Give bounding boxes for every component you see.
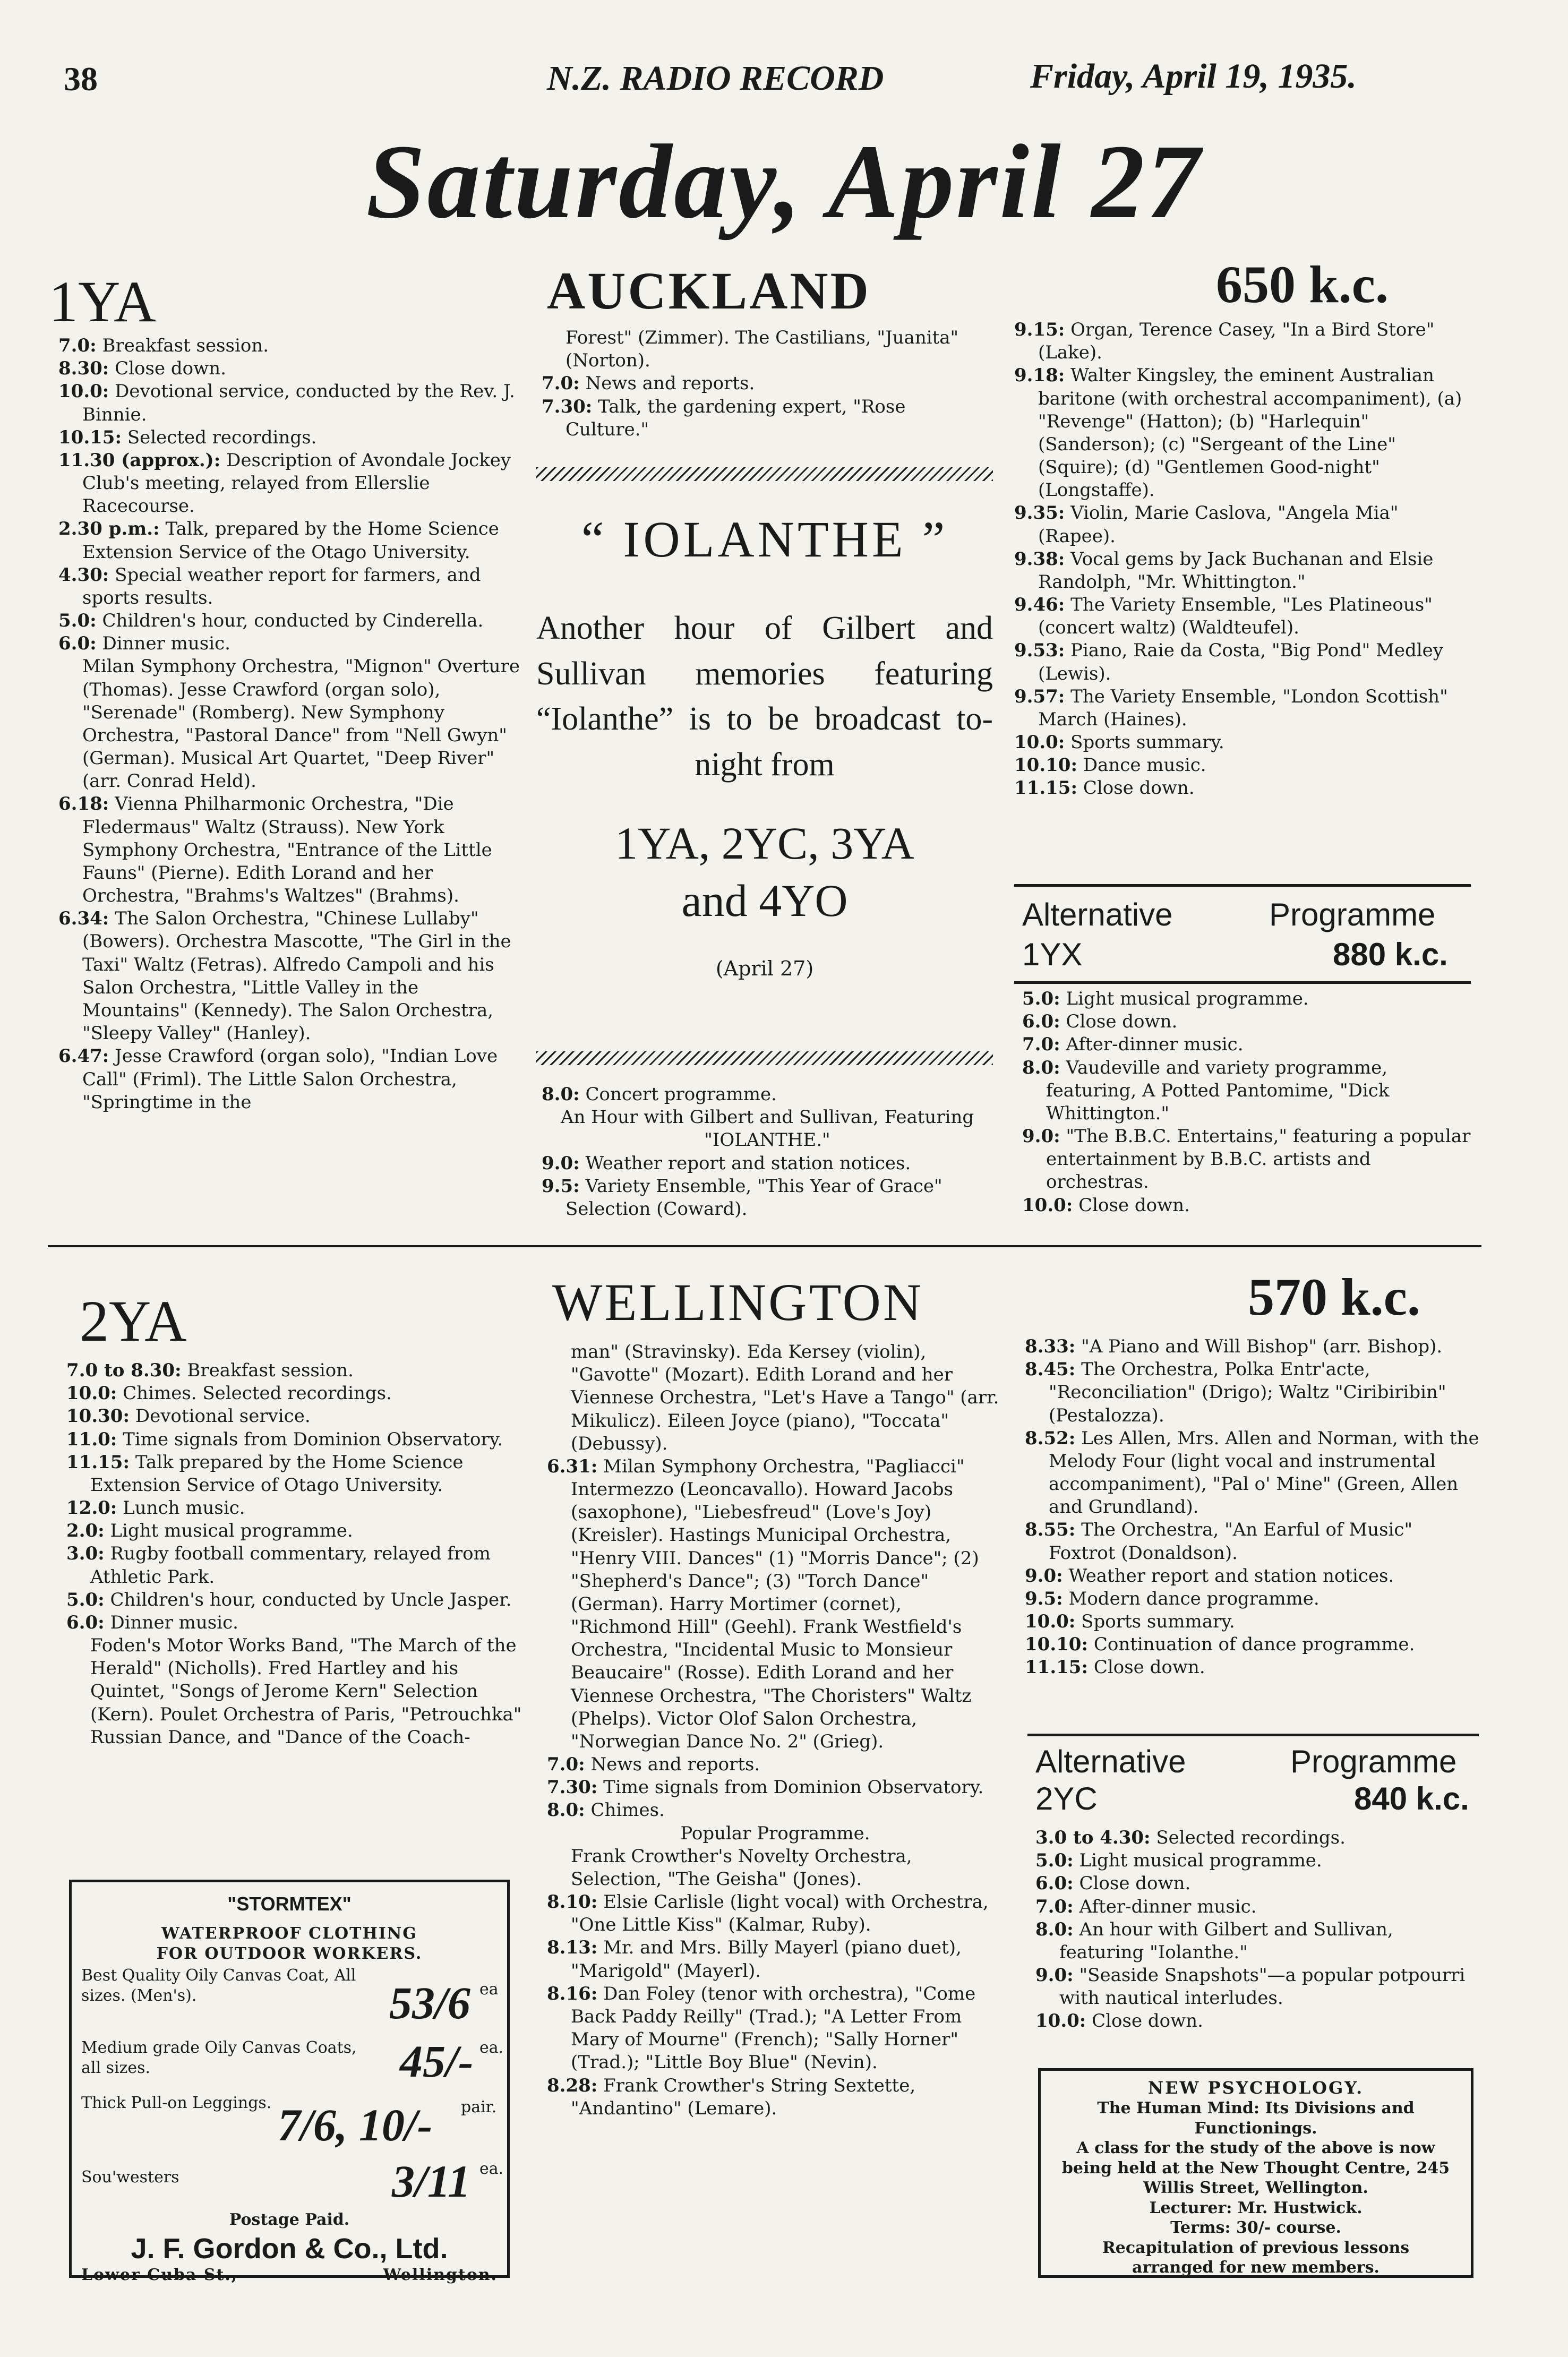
entry-text: The Variety Ensemble, "London Scottish" March (Haines).	[1038, 685, 1448, 730]
stormtex-sub2: FOR OUTDOOR WORKERS.	[156, 1944, 423, 1963]
alt-1yx-station: 1YX	[1022, 937, 1083, 972]
alt-2yc-rule-top	[1027, 1734, 1479, 1736]
programme-entry	[66, 1428, 523, 1451]
entry-time: 9.38:	[1014, 548, 1065, 570]
stormtex-price3: 7/6, 10/-	[278, 2099, 433, 2150]
wellington-alt-programme	[1035, 1827, 1481, 2033]
programme-entry	[1022, 988, 1473, 1010]
programme-entry	[547, 1822, 1004, 1845]
programme-entry	[66, 1589, 523, 1612]
entry-text: Chimes. Selected recordings.	[123, 1383, 392, 1404]
entry-time: 7.0:	[58, 335, 97, 356]
entry-time: 10.15:	[58, 426, 122, 448]
entry-time: 9.0:	[1022, 1126, 1060, 1147]
programme-entry	[1022, 1194, 1473, 1217]
entry-text: "Seaside Snapshots"—a popular potpourri with nautical interludes.	[1059, 1965, 1466, 2009]
station-2ya: 2YA	[80, 1289, 187, 1353]
entry-time: 6.47:	[58, 1045, 109, 1067]
psych-terms: Terms: 30/- course.	[1170, 2218, 1341, 2237]
programme-entry	[547, 1936, 1004, 1982]
entry-text: Light musical programme.	[110, 1520, 353, 1542]
entry-text: Rugby football commentary, relayed from Athletic Park.	[90, 1543, 491, 1588]
entry-text: Breakfast session.	[187, 1360, 354, 1381]
programme-entry	[1025, 1588, 1481, 1610]
entry-time: 8.52:	[1025, 1427, 1076, 1449]
programme-entry	[1035, 1896, 1481, 1918]
programme-entry	[542, 372, 993, 395]
entry-text: After-dinner music.	[1079, 1896, 1257, 1917]
entry-text: Forest" (Zimmer). The Castilians, "Juanita" (Norton).	[565, 327, 959, 372]
programme-entry	[66, 1520, 523, 1542]
programme-entry	[1022, 1033, 1473, 1056]
entry-text: Modern dance programme.	[1068, 1588, 1319, 1609]
entry-time: 8.10:	[547, 1891, 598, 1913]
programme-entry	[1035, 1872, 1481, 1895]
programme-entry	[66, 1359, 523, 1382]
wellington-column-3	[1025, 1335, 1481, 1679]
programme-entry	[58, 449, 520, 518]
page-number: 38	[64, 60, 98, 98]
programme-entry	[58, 1045, 520, 1114]
entry-text: Milan Symphony Orchestra, "Mignon" Overture (Thomas). Jesse Crawford (organ solo), "Serenade" (Romberg). New Symphony Orchestra, "Pastoral Dance" from "Nell Gwyn" (German). Musical Art Quartet, "Deep River" (arr. Conrad Held).	[82, 656, 520, 792]
entry-text: News and reports.	[590, 1754, 760, 1776]
entry-time: 9.0:	[542, 1152, 580, 1174]
alt-2yc-freq: 840 k.c.	[1354, 1781, 1469, 1816]
programme-entry	[1025, 1427, 1481, 1519]
entry-time: 9.5:	[1025, 1588, 1063, 1609]
entry-time: 5.0:	[66, 1589, 105, 1610]
promo-date: (April 27)	[715, 957, 814, 981]
issue-date: Friday, April 19, 1935.	[1030, 57, 1357, 96]
programme-entry	[542, 1175, 993, 1221]
programme-entry	[547, 1753, 1004, 1776]
entry-time: 10.0:	[1014, 732, 1065, 753]
programme-entry	[1014, 754, 1476, 777]
programme-entry	[1025, 1656, 1481, 1679]
freq-570: 570 k.c.	[1248, 1267, 1420, 1326]
entry-text: Lunch music.	[123, 1497, 245, 1519]
programme-entry	[547, 1891, 1004, 1936]
entry-time: 7.0 to 8.30:	[66, 1360, 182, 1381]
entry-time: 9.35:	[1014, 502, 1065, 524]
freq-650: 650 k.c.	[1216, 255, 1389, 314]
stormtex-addr2: Wellington.	[383, 2265, 498, 2284]
entry-time: 8.33:	[1025, 1336, 1076, 1357]
programme-entry	[1025, 1519, 1481, 1564]
entry-time: 5.0:	[1035, 1850, 1074, 1872]
auckland-alt-programme	[1022, 988, 1473, 1217]
entry-text: Vaudeville and variety programme, featuring, A Potted Pantomime, "Dick Whittington."	[1046, 1057, 1390, 1124]
programme-entry	[58, 335, 520, 357]
entry-time: 7.30:	[547, 1777, 598, 1798]
entry-text: After-dinner music.	[1066, 1034, 1244, 1056]
entry-text: Light musical programme.	[1066, 988, 1309, 1009]
psychology-advert	[1038, 2068, 1473, 2278]
entry-text: Vocal gems by Jack Buchanan and Elsie Randolph, "Mr. Whittington."	[1038, 548, 1434, 593]
stormtex-title: "STORMTEX"	[227, 1893, 352, 1915]
programme-entry	[1025, 1610, 1481, 1633]
entry-text: Dan Foley (tenor with orchestra), "Come Back Paddy Reilly" (Trad.); "A Letter From Mary of Mourne" (French); "Sally Horner" (Trad.); "Little Boy Blue" (Nevin).	[571, 1983, 976, 2073]
wavy-divider-bottom	[536, 1051, 993, 1065]
entry-time: 7.0:	[547, 1754, 585, 1776]
promo-body: Another hour of Gilbert and Sullivan memories featuring “Iolanthe” is to be broadcast to-night from	[536, 610, 993, 783]
entry-time: 6.18:	[58, 793, 109, 815]
programme-entry	[58, 564, 520, 610]
stormtex-unit3: pair.	[461, 2098, 497, 2116]
programme-entry	[1022, 1057, 1473, 1126]
entry-time: 5.0:	[58, 610, 97, 632]
psych-lecturer: Lecturer: Mr. Hustwick.	[1149, 2198, 1363, 2217]
entry-time: 11.15:	[1014, 777, 1078, 799]
entry-text: Dinner music.	[102, 633, 230, 655]
entry-text: The Orchestra, Polka Entr'acte, "Reconciliation" (Drigo); Waltz "Ciribiribin" (Pestalozza).	[1049, 1359, 1446, 1426]
programme-entry	[542, 1083, 993, 1106]
programme-entry	[1025, 1358, 1481, 1427]
entry-time: 6.0:	[58, 633, 97, 655]
psych-title: NEW PSYCHOLOGY.	[1147, 2078, 1364, 2098]
wavy-divider-top	[536, 467, 993, 481]
entry-time: 6.0:	[66, 1612, 105, 1633]
entry-time: 8.0:	[1035, 1918, 1074, 1940]
entry-time: 8.30:	[58, 358, 109, 380]
entry-time: 3.0:	[66, 1543, 105, 1565]
entry-text: Violin, Marie Caslova, "Angela Mia" (Rapee).	[1038, 502, 1399, 547]
programme-entry	[1035, 1849, 1481, 1872]
entry-text: Children's hour, conducted by Uncle Jasper.	[110, 1589, 512, 1610]
entry-time: 8.0:	[1022, 1057, 1060, 1078]
alt-1yx-label2: Programme	[1269, 897, 1436, 932]
wellington-column-2	[547, 1341, 1004, 2120]
entry-text: The Variety Ensemble, "Les Platineous" (concert waltz) (Waldteufel).	[1038, 594, 1433, 639]
entry-time: 12.0:	[66, 1497, 117, 1519]
entry-text: Special weather report for farmers, and sports results.	[82, 564, 481, 608]
entry-text: Talk, prepared by the Home Science Extension Service of the Otago University.	[82, 518, 499, 563]
entry-time: 10.0:	[1025, 1611, 1076, 1633]
entry-text: Breakfast session.	[102, 335, 269, 356]
entry-text: Frank Crowther's Novelty Orchestra, Selection, "The Geisha" (Jones).	[571, 1845, 912, 1890]
entry-text: Walter Kingsley, the eminent Australian baritone (with orchestral accompaniment), (a) "Revenge" (Hatton); (b) "Harlequin" (Sanderson); (c) "Sergeant of the Line" (Squire); (d) "Gentlemen Good-night" (Longstaffe).	[1038, 365, 1462, 501]
programme-entry	[1014, 685, 1476, 731]
entry-text: "The B.B.C. Entertains," featuring a popular entertainment by B.B.C. artists and orchestras.	[1046, 1126, 1471, 1193]
auckland-column-2-top	[542, 327, 993, 441]
programme-entry	[1014, 639, 1476, 685]
entry-text: Piano, Raie da Costa, "Big Pond" Medley (Lewis).	[1038, 640, 1444, 684]
entry-time: 10.0:	[66, 1383, 117, 1404]
entry-time: 10.10:	[1014, 755, 1078, 776]
programme-entry	[66, 1634, 523, 1749]
entry-text: man" (Stravinsky). Eda Kersey (violin), "Gavotte" (Mozart). Edith Lorand and her Viennese Orchestra, "Let's Have a Tango" (arr. Mikulicz). Eileen Joyce (piano), "Toccata" (Debussy).	[571, 1341, 999, 1454]
entry-text: Close down.	[1092, 2010, 1203, 2032]
city-auckland: AUCKLAND	[547, 261, 871, 320]
entry-text: Organ, Terence Casey, "In a Bird Store" (Lake).	[1038, 319, 1435, 364]
entry-text: Close down.	[1079, 1873, 1191, 1895]
entry-time: 8.0:	[542, 1084, 580, 1105]
entry-time: 7.0:	[1022, 1034, 1060, 1056]
programme-entry	[1014, 731, 1476, 754]
programme-entry	[542, 327, 993, 372]
station-1ya: 1YA	[49, 269, 156, 334]
stormtex-price4: 3/11	[392, 2156, 471, 2207]
entry-time: 9.53:	[1014, 640, 1065, 662]
entry-text: Time signals from Dominion Observatory.	[123, 1428, 503, 1450]
entry-text: An hour with Gilbert and Sullivan, featuring "Iolanthe."	[1059, 1918, 1393, 1963]
entry-text: Devotional service, conducted by the Rev. J. Binnie.	[82, 381, 515, 425]
entry-time: 6.34:	[58, 908, 109, 930]
programme-entry	[58, 655, 520, 793]
stormtex-advert	[69, 1880, 510, 2284]
stormtex-unit4: ea.	[479, 2159, 504, 2178]
entry-text: Les Allen, Mrs. Allen and Norman, with the Melody Four (light vocal and instrumental accompaniment), "Pal o' Mine" (Green, Allen and Grundland).	[1049, 1427, 1479, 1518]
entry-text: Continuation of dance programme.	[1093, 1634, 1415, 1656]
stormtex-item4: Sou'westers	[81, 2168, 179, 2187]
programme-entry	[542, 396, 993, 441]
entry-time: 9.0:	[1035, 1965, 1074, 1986]
entry-text: Close down.	[1093, 1657, 1205, 1678]
programme-entry	[1035, 1964, 1481, 2010]
programme-entry	[547, 1341, 1004, 1455]
entry-time: 11.0:	[66, 1428, 117, 1450]
entry-text: Vienna Philharmonic Orchestra, "Die Fledermaus" Waltz (Strauss). New York Symphony Orchestra, "Entrance of the Little Fauns" (Pierne). Edith Lorand and her Orchestra, "Brahms's Waltzes" (Brahms).	[82, 793, 492, 907]
programme-entry	[1025, 1633, 1481, 1656]
entry-time: 7.0:	[542, 373, 580, 395]
programme-entry	[58, 907, 520, 1045]
programme-entry	[1022, 1125, 1473, 1194]
section-divider	[48, 1245, 1481, 1247]
programme-entry	[1014, 319, 1476, 364]
entry-text: Selected recordings.	[127, 426, 317, 448]
entry-time: 4.30:	[58, 564, 109, 586]
wellington-column-1	[66, 1359, 523, 1749]
programme-entry	[547, 1776, 1004, 1799]
entry-time: 10.0:	[1022, 1194, 1073, 1216]
entry-text: "A Piano and Will Bishop" (arr. Bishop).	[1081, 1336, 1443, 1357]
programme-entry	[58, 426, 520, 449]
entry-text: Elsie Carlisle (light vocal) with Orchestra, "One Little Kiss" (Kalmar, Ruby).	[571, 1891, 989, 1936]
programme-entry	[58, 793, 520, 907]
programme-entry	[66, 1405, 523, 1428]
entry-text: Children's hour, conducted by Cinderella.	[102, 610, 484, 632]
alt-2yc-label1: Alternative	[1035, 1744, 1186, 1779]
programme-entry	[1014, 364, 1476, 502]
promo-stations: 1YA, 2YC, 3YA and 4YO	[615, 818, 914, 926]
stormtex-price2: 45/-	[400, 2036, 474, 2087]
entry-time: 9.18:	[1014, 365, 1065, 387]
psych-sub: The Human Mind: Its Divisions and Functionings.	[1097, 2099, 1415, 2138]
programme-entry	[66, 1542, 523, 1588]
stormtex-item1: Best Quality Oily Canvas Coat, All sizes. (Men's).	[81, 1966, 356, 2005]
programme-entry	[1014, 777, 1476, 800]
psych-body: A class for the study of the above is now being held at the New Thought Centre, 245 Willis Street, Wellington.	[1061, 2139, 1450, 2197]
stormtex-addr1: Lower Cuba St.,	[81, 2265, 238, 2284]
stormtex-item2: Medium grade Oily Canvas Coats, all sizes.	[81, 2038, 357, 2077]
auckland-column-2-bottom	[542, 1083, 993, 1221]
entry-text: Close down.	[1066, 1011, 1178, 1033]
programme-entry	[58, 380, 520, 426]
entry-time: 9.5:	[542, 1175, 580, 1197]
entry-time: 10.0:	[58, 381, 109, 402]
entry-time: 7.0:	[1035, 1896, 1074, 1917]
stormtex-postage: Postage Paid.	[229, 2210, 350, 2229]
programme-entry	[1014, 502, 1476, 547]
programme-entry	[58, 632, 520, 655]
entry-time: 9.46:	[1014, 594, 1065, 616]
publication-name: N.Z. RADIO RECORD	[547, 59, 884, 98]
auckland-column-1	[58, 335, 520, 1114]
entry-text: Dinner music.	[110, 1612, 238, 1633]
programme-entry	[58, 518, 520, 563]
programme-entry	[1035, 1918, 1481, 1964]
entry-time: 8.0:	[547, 1799, 585, 1821]
entry-text: Light musical programme.	[1079, 1850, 1322, 1872]
programme-entry	[547, 2075, 1004, 2120]
entry-time: 11.15:	[1025, 1657, 1089, 1678]
entry-text: Weather report and station notices.	[585, 1152, 911, 1174]
entry-text: News and reports.	[585, 373, 755, 395]
entry-text: Talk, the gardening expert, "Rose Culture."	[565, 396, 906, 440]
entry-text: Frank Crowther's String Sextette, "Andantino" (Lemare).	[571, 2075, 916, 2119]
entry-time: 8.45:	[1025, 1359, 1076, 1381]
entry-text: Talk prepared by the Home Science Extension Service of Otago University.	[90, 1451, 464, 1496]
alt-2yc-station: 2YC	[1035, 1781, 1098, 1816]
entry-text: Close down.	[1083, 777, 1195, 799]
entry-text: Close down.	[1078, 1194, 1190, 1216]
programme-entry	[1025, 1565, 1481, 1588]
entry-time: 11.15:	[66, 1451, 130, 1473]
entry-time: 8.13:	[547, 1937, 598, 1959]
programme-entry	[1014, 548, 1476, 594]
entry-text: The Salon Orchestra, "Chinese Lullaby" (Bowers). Orchestra Mascotte, "The Girl in the Taxi" Waltz (Fetras). Alfredo Campoli and his Salon Orchestra, "Little Valley in the Mountains" (Kennedy). The Salon Orchestra, "Sleepy Valley" (Hanley).	[82, 908, 511, 1044]
entry-time: 10.30:	[66, 1405, 130, 1427]
entry-text: Time signals from Dominion Observatory.	[603, 1777, 984, 1798]
programme-entry	[1035, 2010, 1481, 2033]
entry-time: 6.0:	[1022, 1011, 1060, 1033]
entry-text: Weather report and station notices.	[1068, 1565, 1394, 1587]
auckland-column-3	[1014, 319, 1476, 800]
entry-time: 3.0 to 4.30:	[1035, 1827, 1151, 1848]
alt-rule-top	[1014, 884, 1471, 887]
entry-text: Concert programme.	[585, 1084, 777, 1105]
entry-time: 9.15:	[1014, 319, 1065, 340]
programme-entry	[1025, 1335, 1481, 1358]
entry-text: Variety Ensemble, "This Year of Grace" Selection (Coward).	[565, 1175, 942, 1220]
entry-text: Milan Symphony Orchestra, "Pagliacci" Intermezzo (Leoncavallo). Howard Jacobs (saxophone), "Liebesfreud" (Love's Joy) (Kreisler). Hastings Municipal Orchestra, "Henry VIII. Dances" (1) "Morris Dance"; (2) "Shepherd's Dance"; (3) "Torch Dance" (German). Harry Mortimer (cornet), "Richmond Hill" (Geehl). Frank Westfield's Orchestra, "Incidental Music to Monsieur Beaucaire" (Rosse). Edith Lorand and her Viennese Orchestra, "The Choristers" Waltz (Phelps). Victor Olof Salon Orchestra, "Norwegian Dance No. 2" (Grieg).	[571, 1455, 979, 1752]
entry-text: Sports summary.	[1081, 1611, 1235, 1633]
entry-time: 5.0:	[1022, 988, 1060, 1009]
iolanthe-promo	[536, 510, 993, 980]
programme-entry	[1022, 1010, 1473, 1033]
entry-text: Close down.	[115, 358, 226, 380]
entry-text: Popular Programme.	[680, 1822, 870, 1844]
entry-time: 2.30 p.m.:	[58, 518, 160, 540]
entry-time: 10.10:	[1025, 1634, 1089, 1656]
entry-text: Mr. and Mrs. Billy Mayerl (piano duet), "Marigold" (Mayerl).	[571, 1937, 962, 1982]
promo-title: “ IOLANTHE ”	[581, 511, 948, 568]
programme-entry	[547, 1799, 1004, 1822]
entry-time: 11.30 (approx.):	[58, 449, 221, 471]
entry-time: 10.0:	[1035, 2010, 1086, 2032]
entry-text: Description of Avondale Jockey Club's meeting, relayed from Ellerslie Racecourse.	[82, 449, 511, 517]
stormtex-unit2: ea.	[479, 2038, 504, 2057]
entry-text: An Hour with Gilbert and Sullivan, Featuring "IOLANTHE."	[560, 1107, 974, 1151]
entry-time: 8.16:	[547, 1983, 598, 2004]
entry-text: Devotional service.	[135, 1405, 311, 1427]
programme-entry	[58, 610, 520, 632]
stormtex-unit1: ea	[479, 1980, 499, 1999]
page-title: Saturday, April 27	[366, 123, 1202, 241]
entry-time: 2.0:	[66, 1520, 105, 1542]
entry-time: 9.57:	[1014, 685, 1065, 707]
programme-entry	[66, 1612, 523, 1634]
entry-time: 8.55:	[1025, 1519, 1076, 1541]
entry-text: Foden's Motor Works Band, "The March of the Herald" (Nicholls). Fred Hartley and his Quintet, "Songs of Jerome Kern" Selection (Kern). Poulet Orchestra of Paris, "Petrouchka" Russian Dance, and "Dance of the Coach-	[90, 1635, 522, 1748]
stormtex-sub1: WATERPROOF CLOTHING	[161, 1924, 417, 1943]
programme-entry	[547, 1983, 1004, 2075]
entry-text: Jesse Crawford (organ solo), "Indian Love Call" (Friml). The Little Salon Orchestra, "Springtime in the	[82, 1045, 498, 1113]
programme-entry	[66, 1451, 523, 1497]
alt-1yx-freq: 880 k.c.	[1333, 937, 1448, 972]
entry-text: The Orchestra, "An Earful of Music" Foxtrot (Donaldson).	[1049, 1519, 1413, 1564]
programme-entry	[1035, 1827, 1481, 1849]
entry-text: Selected recordings.	[1156, 1827, 1346, 1848]
entry-time: 8.28:	[547, 2075, 598, 2096]
programme-entry	[1014, 594, 1476, 639]
programme-entry	[547, 1845, 1004, 1891]
alt-1yx-label1: Alternative	[1022, 897, 1173, 932]
programme-entry	[547, 1455, 1004, 1753]
stormtex-price1: 53/6	[389, 1977, 470, 2028]
entry-time: 7.30:	[542, 396, 593, 417]
entry-time: 6.31:	[547, 1455, 598, 1477]
programme-entry	[66, 1497, 523, 1520]
entry-time: 9.0:	[1025, 1565, 1063, 1587]
stormtex-item3: Thick Pull-on Leggings.	[81, 2094, 272, 2112]
entry-text: Chimes.	[590, 1799, 665, 1821]
city-wellington: WELLINGTON	[552, 1273, 924, 1332]
programme-entry	[66, 1382, 523, 1405]
programme-entry	[58, 357, 520, 380]
stormtex-company: J. F. Gordon & Co., Ltd.	[131, 2232, 448, 2265]
alt-rule-bottom	[1014, 981, 1471, 984]
entry-text: Dance music.	[1083, 755, 1206, 776]
entry-text: Sports summary.	[1070, 732, 1224, 753]
programme-entry	[542, 1152, 993, 1175]
programme-entry	[542, 1106, 993, 1152]
psych-recap: Recapitulation of previous lessons arranged for new members.	[1102, 2238, 1410, 2277]
entry-time: 6.0:	[1035, 1873, 1074, 1895]
alt-2yc-label2: Programme	[1290, 1744, 1457, 1779]
